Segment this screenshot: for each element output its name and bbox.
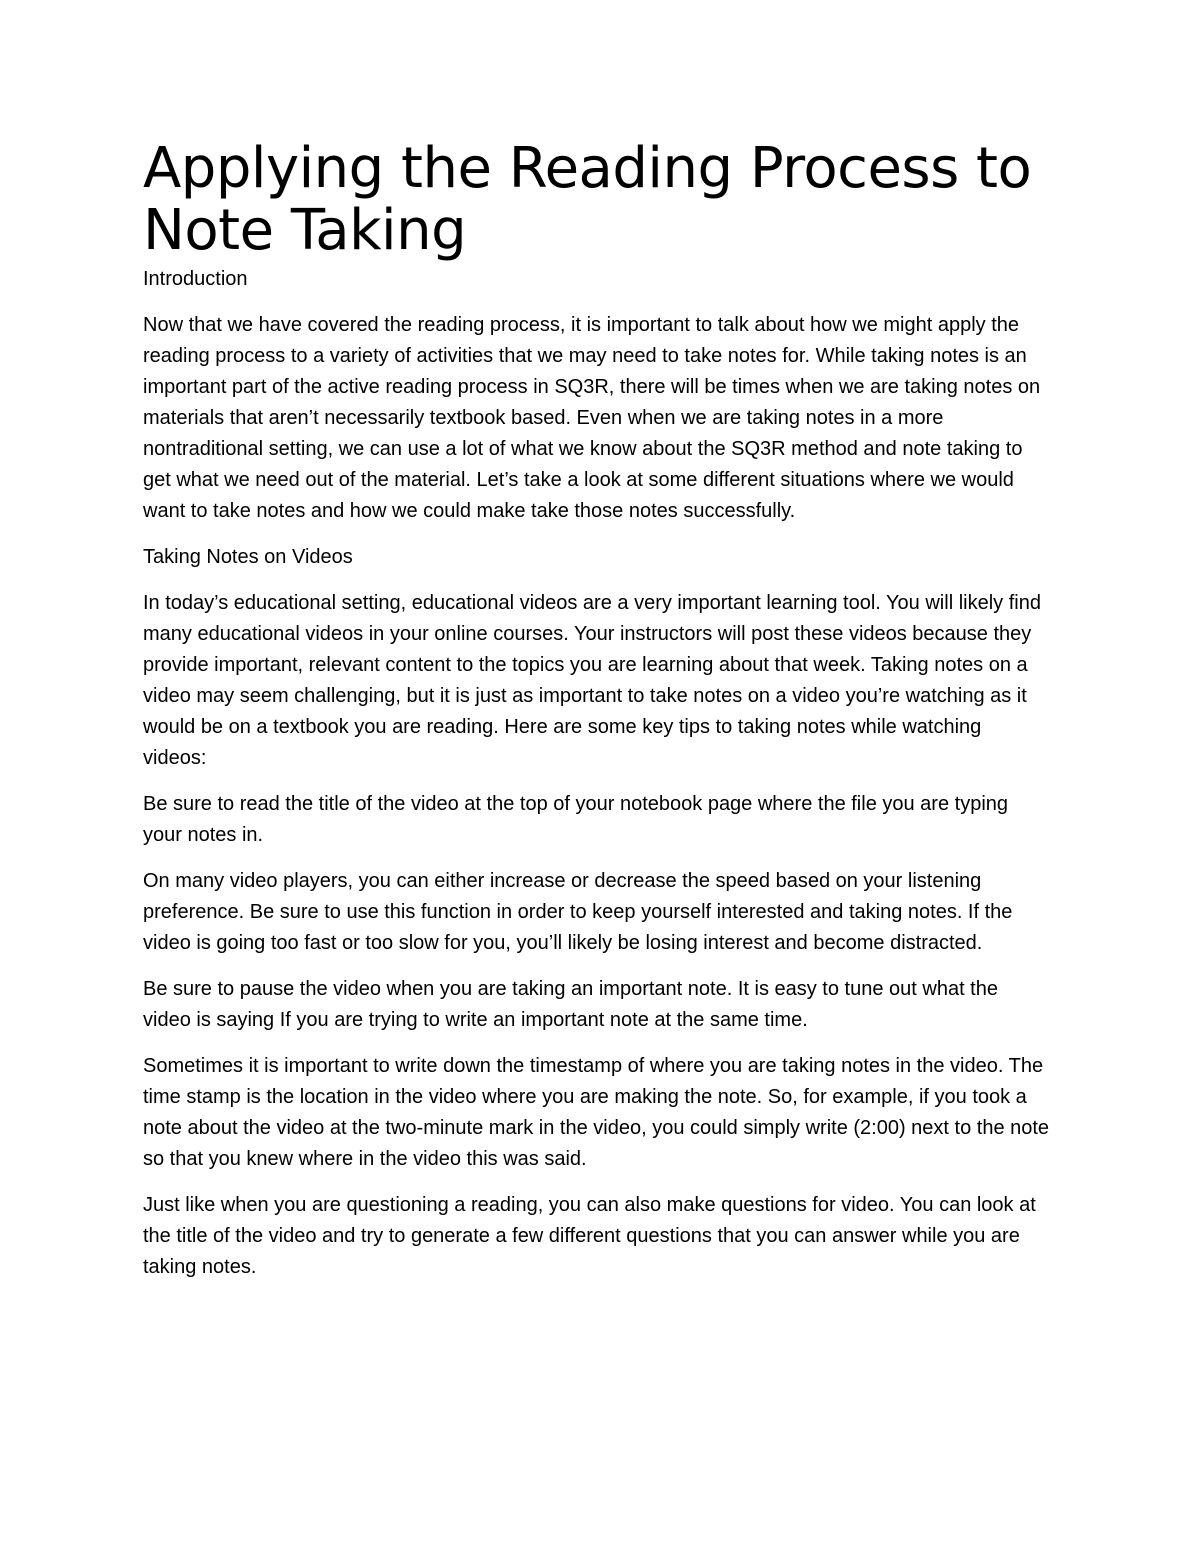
document-title: Applying the Reading Process to Note Taking xyxy=(143,136,1032,263)
paragraph: Just like when you are questioning a reading, you can also make questions for video. You can look at the title of the video and try to generate a few different questions that you can answer while you are taking notes. xyxy=(143,1194,1036,1278)
section-taking-notes-on-videos xyxy=(143,542,1050,1283)
section-introduction xyxy=(143,264,1050,527)
paragraph: Be sure to pause the video when you are taking an important note. It is easy to tune out what the video is saying If you are trying to write an important note at the same time. xyxy=(143,978,998,1031)
paragraph: Be sure to read the title of the video at the top of your notebook page where the file you are typing your notes in. xyxy=(143,793,1009,846)
paragraph: Now that we have covered the reading process, it is important to talk about how we might apply the reading process to a variety of activities that we may need to take notes for. While taking notes is an important part of the active reading process in SQ3R, there will be times when we are taking notes on materials that aren’t necessarily textbook based. Even when we are taking notes in a more nontraditional setting, we can use a lot of what we know about the SQ3R method and note taking to get what we need out of the material. Let’s take a look at some different situations where we would want to take notes and how we could make take those notes successfully. xyxy=(143,314,1041,522)
section-heading-introduction: Introduction xyxy=(143,268,248,290)
paragraph: On many video players, you can either increase or decrease the speed based on your listening preference. Be sure to use this function in order to keep yourself interested and taking notes. If the video is going too fast or too slow for you, you’ll likely be losing interest and become distracted. xyxy=(143,870,1013,954)
section-heading-videos: Taking Notes on Videos xyxy=(143,546,353,568)
paragraph: Sometimes it is important to write down the timestamp of where you are taking notes in the video. The time stamp is the location in the video where you are making the note. So, for example, if you took a note about the video at the two-minute mark in the video, you could simply write (2:00) next to the note so that you knew where in the video this was said. xyxy=(143,1055,1050,1170)
paragraph: In today’s educational setting, educational videos are a very important learning tool. You will likely find many educational videos in your online courses. Your instructors will post these videos because they provide important, relevant content to the topics you are learning about that week. Taking notes on a video may seem challenging, but it is just as important to take notes on a video you’re watching as it would be on a textbook you are reading. Here are some key tips to taking notes while watching videos: xyxy=(143,592,1041,769)
